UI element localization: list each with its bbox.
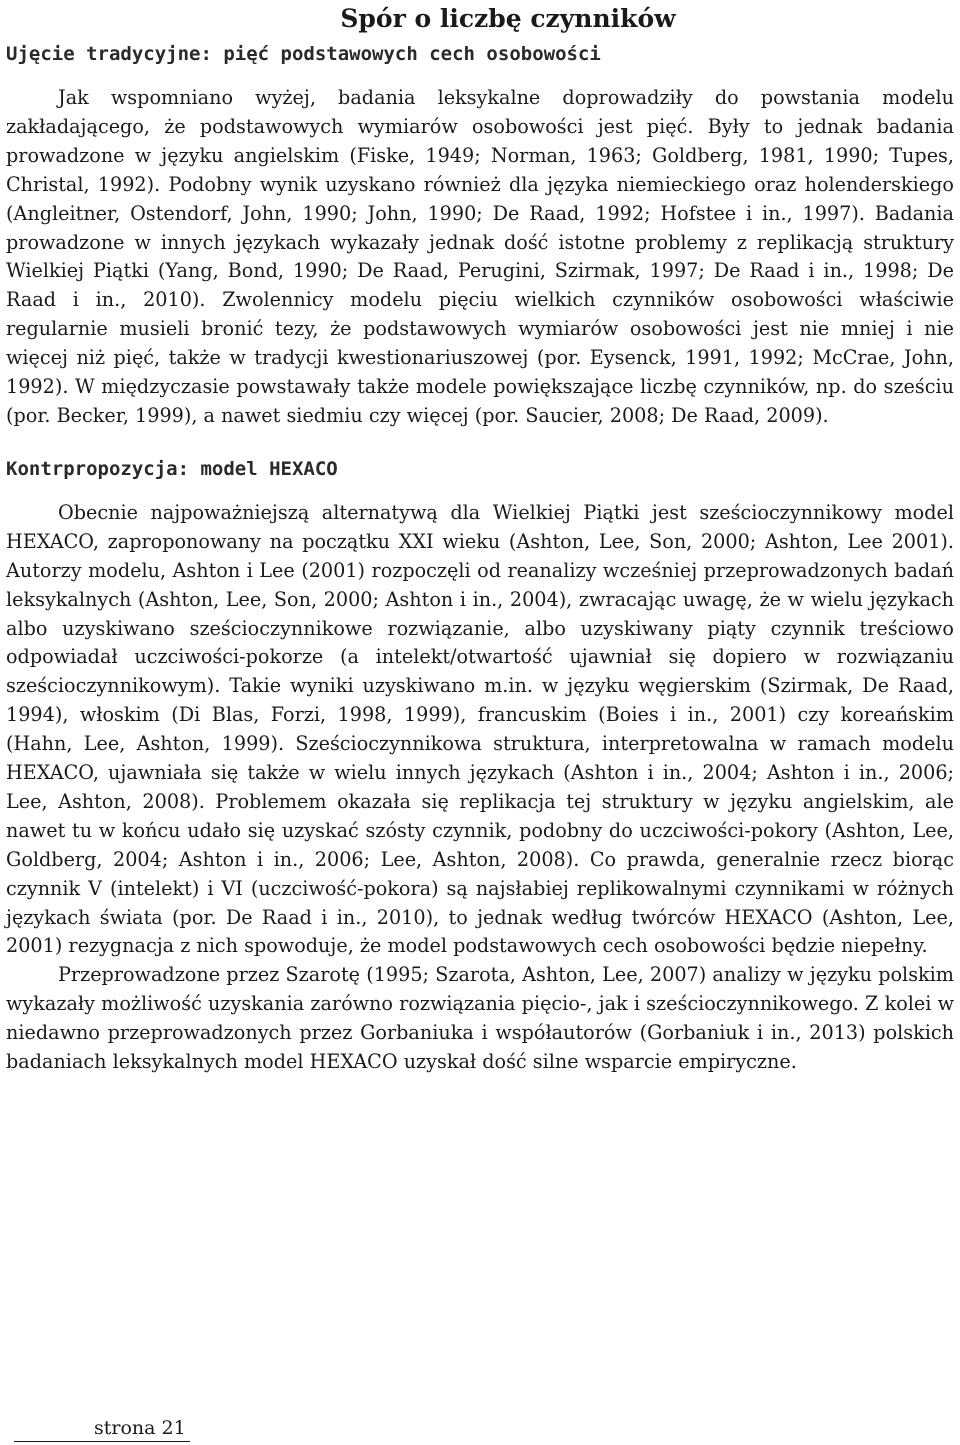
page-number: strona 21 bbox=[94, 1417, 186, 1439]
paragraph-big-five: Jak wspomniano wyżej, badania leksykalne doprowadziły do powstania modelu zakładającego, że podstawowych wymiarów osobowości jest pięć. Były to jednak badania prowadzone w języku angielskim (Fiske, 1949; Norman, 1963; Goldberg, 1981, 1990; Tupes, Christal, 1992). Podobny wynik uzyskano również dla języka niemieckiego oraz holenderskiego (Angleitner, Ostendorf, John, 1990; John, 1990; De Raad, 1992; Hofstee i in., 1997). Badania prowadzone w innych językach wykazały jednak dość istotne problemy z replikacją struktury Wielkiej Piątki (Yang, Bond, 1990; De Raad, Perugini, Szirmak, 1997; De Raad i in., 1998; De Raad i in., 2010). Zwolennicy modelu pięciu wielkich czynników osobowości właściwie regularnie musieli bronić tezy, że podstawowych wymiarów osobowości jest nie mniej i nie więcej niż pięć, także w tradycji kwestionariuszowej (por. Eysenck, 1991, 1992; McCrae, John, 1992). W międzyczasie powstawały także modele powiększające liczbę czynników, np. do sześciu (por. Becker, 1999), a nawet siedmiu czy więcej (por. Saucier, 2008; De Raad, 2009). bbox=[6, 86, 954, 427]
document-page bbox=[6, 0, 954, 1077]
paragraph-polish-studies: Przeprowadzone przez Szarotę (1995; Szarota, Ashton, Lee, 2007) analizy w języku polskim wykazały możliwość uzyskania zarówno rozwiązania pięcio-, jak i sześcioczynnikowego. Z kolei w niedawno przeprowadzonych przez Gorbaniuka i współautorów (Gorbaniuk i in., 2013) polskich badaniach leksykalnych model HEXACO uzyskał dość silne wsparcie empiryczne. bbox=[6, 963, 954, 1074]
chapter-title: Spór o liczbę czynników bbox=[340, 4, 676, 33]
paragraph-hexaco: Obecnie najpoważniejszą alternatywą dla Wielkiej Piątki jest sześcioczynnikowy model HEXACO, zaproponowany na początku XXI wieku (Ashton, Lee, Son, 2000; Ashton, Lee 2001). Autorzy modelu, Ashton i Lee (2001) rozpoczęli od reanalizy wcześniej przeprowadzonych badań leksykalnych (Ashton, Lee, Son, 2000; Ashton i in., 2004), zwracając uwagę, że w wielu językach albo uzyskiwano sześcioczynnikowe rozwiązanie, albo uzyskiwany piąty czynnik treściowo odpowiadał uczciwości-pokorze (a intelekt/otwartość ujawniał się dopiero w rozwiązaniu sześcioczynnikowym). Takie wyniki uzyskiwano m.in. w języku węgierskim (Szirmak, De Raad, 1994), włoskim (Di Blas, Forzi, 1998, 1999), francuskim (Boies i in., 2001) czy koreańskim (Hahn, Lee, Ashton, 1999). Sześcioczynnikowa struktura, interpretowalna w ramach modelu HEXACO, ujawniała się także w wielu innych językach (Ashton i in., 2004; Ashton i in., 2006; Lee, Ashton, 2008). Problemem okazała się replikacja tej struktury w języku angielskim, ale nawet tu w końcu udało się uzyskać szósty czynnik, podobny do uczciwości-pokory (Ashton, Lee, Goldberg, 2004; Ashton i in., 2006; Lee, Ashton, 2008). Co prawda, generalnie rzecz biorąc czynnik V (intelekt) i VI (uczciwość-pokora) są najsłabiej replikowalnymi czynnikami w różnych językach świata (por. De Raad i in., 2010), to jednak według twórców HEXACO (Ashton, Lee, 2001) rezygnacja z nich spowoduje, że model podstawowych cech osobowości będzie niepełny. bbox=[6, 500, 954, 958]
section-heading-hexaco: Kontrpropozycja: model HEXACO bbox=[6, 457, 338, 480]
footer-rule bbox=[14, 1441, 190, 1442]
section-heading-traditional: Ujęcie tradycyjne: pięć podstawowych cech osobowości bbox=[6, 43, 601, 65]
